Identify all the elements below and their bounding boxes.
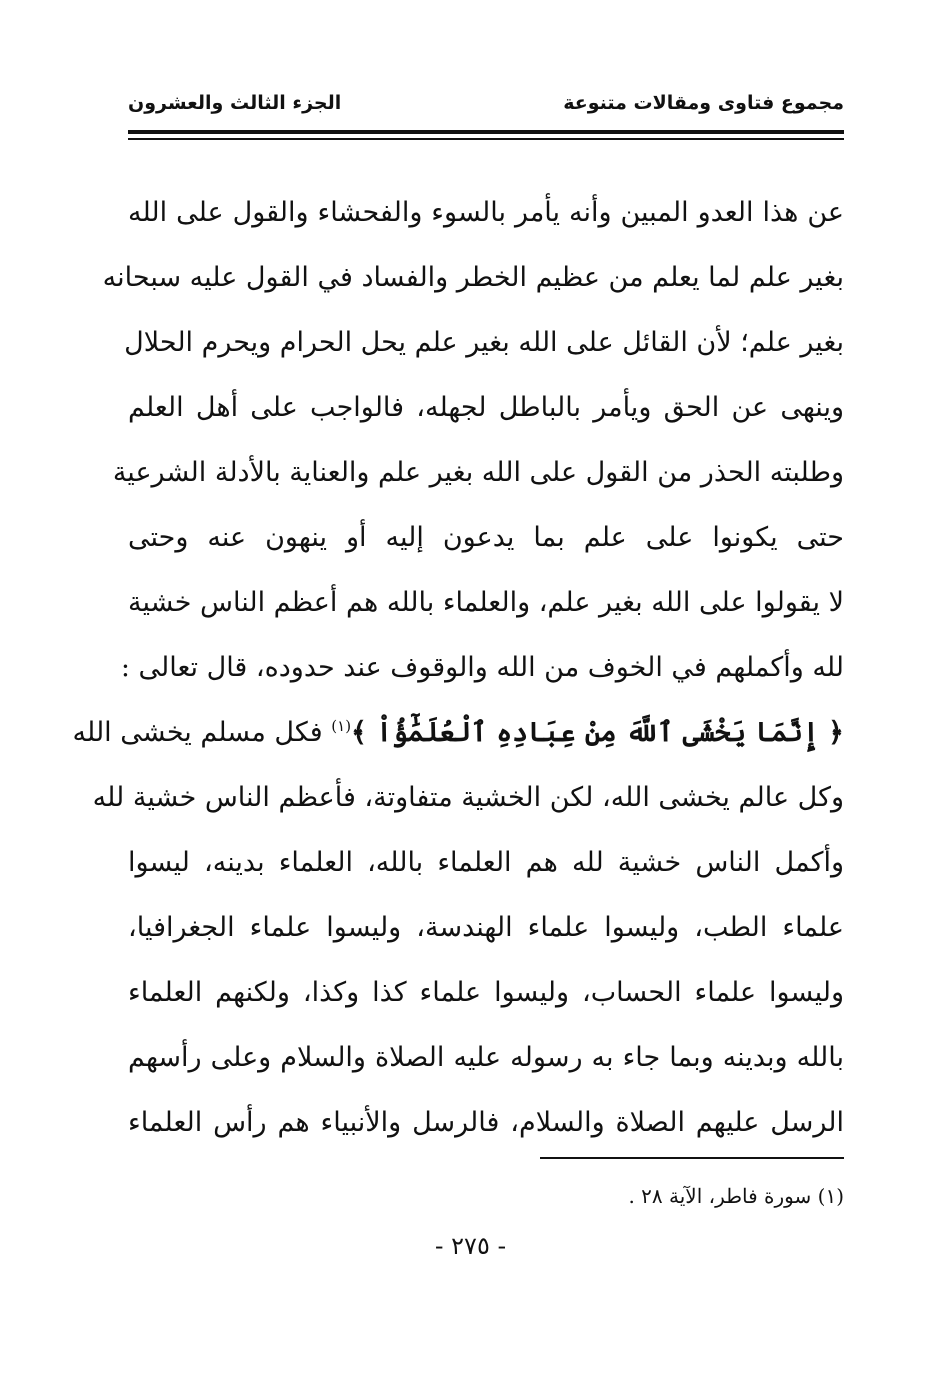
text-line: بغير علم؛ لأن القائل على الله بغير علم يحل الحرام ويحرم الحلال [124,327,844,358]
text-line: وليسوا علماء الحساب، وليسوا علماء كذا وكذا، ولكنهم العلماء [128,977,844,1008]
footnote-separator [540,1157,844,1159]
text-line: بالله وبدينه وبما جاء به رسوله عليه الصلاة والسلام وعلى رأسهم [128,1042,844,1073]
quran-verse: ﴿ إِنَّمَا يَخْشَى ٱللَّهَ مِنْ عِبَادِهِ ٱلْعُلَمَٰٓؤُاْ ﴾ [351,717,844,748]
header-rule-thin [128,138,844,140]
verse-continuation: فكل مسلم يخشى الله [72,717,332,748]
header-rule-thick [128,130,844,134]
text-line: لله وأكملهم في الخوف من الله والوقوف عند حدوده، قال تعالى : [120,652,844,683]
footnote-ref: (١) [331,717,352,735]
text-line: علماء الطب، وليسوا علماء الهندسة، وليسوا علماء الجغرافيا، [128,912,844,943]
text-line: عن هذا العدو المبين وأنه يأمر بالسوء والفحشاء والقول على الله [128,197,844,228]
volume-title: الجزء الثالث والعشرون [128,92,342,114]
running-header [128,92,844,122]
text-line: وينهى عن الحق ويأمر بالباطل لجهله، فالواجب على أهل العلم [128,392,844,423]
text-line: وكل عالم يخشى الله، لكن الخشية متفاوتة، فأعظم الناس خشية لله [92,782,844,813]
page-number: - ٢٧٥ - [434,1232,507,1260]
body-text [72,180,844,1155]
text-line: وأكمل الناس خشية لله هم العلماء بالله، العلماء بدينه، ليسوا [128,847,844,878]
text-line: وطلبته الحذر من القول على الله بغير علم والعناية بالأدلة الشرعية [112,457,844,488]
text-line: حتى يكونوا على علم بما يدعون إليه أو ينهون عنه وحتى [128,522,844,553]
verse-line [72,700,844,765]
text-line: لا يقولوا على الله بغير علم، والعلماء بالله هم أعظم الناس خشية [128,587,844,618]
book-title: مجموع فتاوى ومقالات متنوعة [563,92,844,114]
text-line: بغير علم لما يعلم من عظيم الخطر والفساد في القول عليه سبحانه [102,262,844,293]
text-line: الرسل عليهم الصلاة والسلام، فالرسل والأنبياء هم رأس العلماء [128,1107,844,1138]
footnote: (١) سورة فاطر، الآية ٢٨ . [628,1184,844,1208]
